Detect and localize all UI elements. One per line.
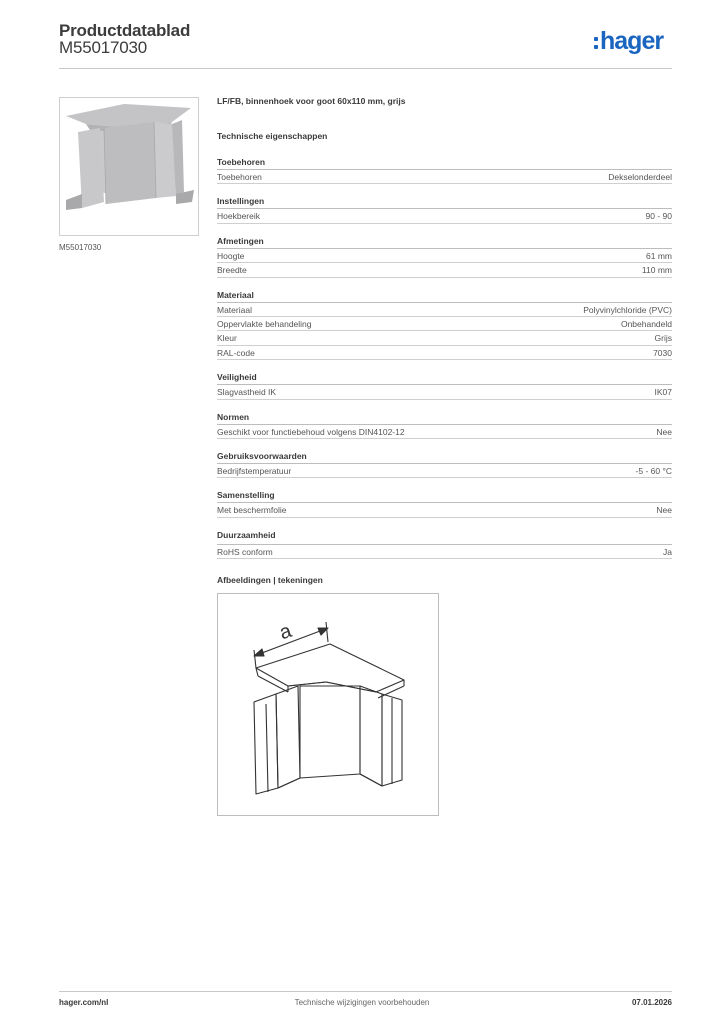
footer-divider: [59, 991, 672, 992]
spec-section-standards: [217, 411, 672, 439]
spec-row: [217, 249, 672, 263]
section-title: Duurzaamheid: [217, 529, 276, 540]
section-title: Samenstelling: [217, 489, 672, 503]
spec-label: RoHS conform: [217, 546, 273, 557]
spec-label: Breedte: [217, 265, 247, 276]
spec-value: Onbehandeld: [620, 318, 672, 329]
product-image: [59, 97, 199, 236]
section-title: Afmetingen: [217, 235, 672, 249]
footer-website-link[interactable]: hager.com/nl: [59, 998, 109, 1007]
spec-value: -5 - 60 °C: [635, 465, 672, 476]
logo-text: hager: [600, 27, 664, 55]
spec-value: Polyvinylchloride (PVC): [583, 304, 672, 315]
hager-logo: [594, 27, 663, 55]
spec-value: 7030: [653, 347, 672, 358]
footer-date: 07.01.2026: [631, 998, 672, 1007]
cable-duct-inner-corner-icon: [60, 98, 198, 235]
spec-label: Materiaal: [217, 304, 252, 315]
spec-row: [217, 346, 672, 360]
spec-value: Nee: [656, 505, 672, 516]
dimension-label: a: [276, 619, 295, 645]
spec-section-dimensions: [217, 235, 672, 278]
product-specifications: [217, 96, 672, 559]
technical-drawing: [217, 593, 439, 816]
spec-value: 110 mm: [641, 265, 672, 276]
spec-label: Toebehoren: [217, 172, 262, 182]
footer-disclaimer: Technische wijzigingen voorbehouden: [294, 998, 430, 1007]
spec-row: [217, 331, 672, 345]
spec-label: Geschikt voor functiebehoud volgens DIN4102-12: [217, 426, 405, 437]
spec-value: Grijs: [654, 333, 672, 344]
spec-row: [217, 209, 672, 223]
spec-label: Bedrijfstemperatuur: [217, 465, 292, 476]
header-divider: [59, 68, 672, 69]
spec-label: Met beschermfolie: [217, 505, 287, 516]
spec-row: [217, 263, 672, 277]
spec-section-settings: [217, 195, 672, 223]
spec-label: Hoogte: [217, 250, 245, 261]
article-number: M55017030: [59, 38, 147, 57]
spec-value: 61 mm: [646, 250, 672, 261]
section-title: Normen: [217, 411, 672, 425]
drawings-heading: Afbeeldingen | tekeningen: [217, 575, 323, 585]
spec-value: Nee: [656, 426, 672, 437]
spec-value: IK07: [654, 387, 672, 398]
spec-label: Hoekbereik: [217, 211, 260, 222]
spec-row: [217, 503, 672, 517]
spec-row: [217, 385, 672, 399]
section-title: Gebruiksvoorwaarden: [217, 450, 672, 464]
spec-row: [217, 303, 672, 317]
spec-section-safety: [217, 371, 672, 399]
inner-corner-line-drawing-icon: [218, 594, 438, 815]
image-caption: M55017030: [59, 243, 102, 252]
spec-value: 90 - 90: [645, 211, 672, 222]
spec-label: Oppervlakte behandeling: [217, 318, 312, 329]
product-description: LF/FB, binnenhoek voor goot 60x110 mm, grijs: [217, 96, 406, 106]
spec-label: Slagvastheid IK: [217, 387, 277, 398]
spec-value: Ja: [663, 546, 672, 557]
section-title: Materiaal: [217, 289, 672, 303]
technical-properties-heading: Technische eigenschappen: [217, 131, 328, 141]
spec-row: [217, 317, 672, 331]
document-title: Productdatablad: [59, 21, 191, 40]
spec-section-accessories: [217, 156, 672, 184]
logo-dots-icon: [594, 33, 599, 51]
spec-row: [217, 425, 672, 439]
section-title: Toebehoren: [217, 156, 672, 170]
spec-section-operating-conditions: [217, 450, 672, 478]
spec-row: [217, 170, 672, 184]
spec-value: Dekselonderdeel: [608, 172, 672, 182]
spec-label: RAL-code: [217, 347, 255, 358]
section-title: Instellingen: [217, 195, 672, 209]
spec-row: [217, 464, 672, 478]
spec-section-material: [217, 289, 672, 361]
spec-label: Kleur: [217, 333, 237, 344]
spec-section-composition: [217, 489, 672, 517]
spec-row: [217, 544, 672, 559]
section-title: Veiligheid: [217, 371, 672, 385]
spec-section-sustainability: [217, 529, 672, 559]
